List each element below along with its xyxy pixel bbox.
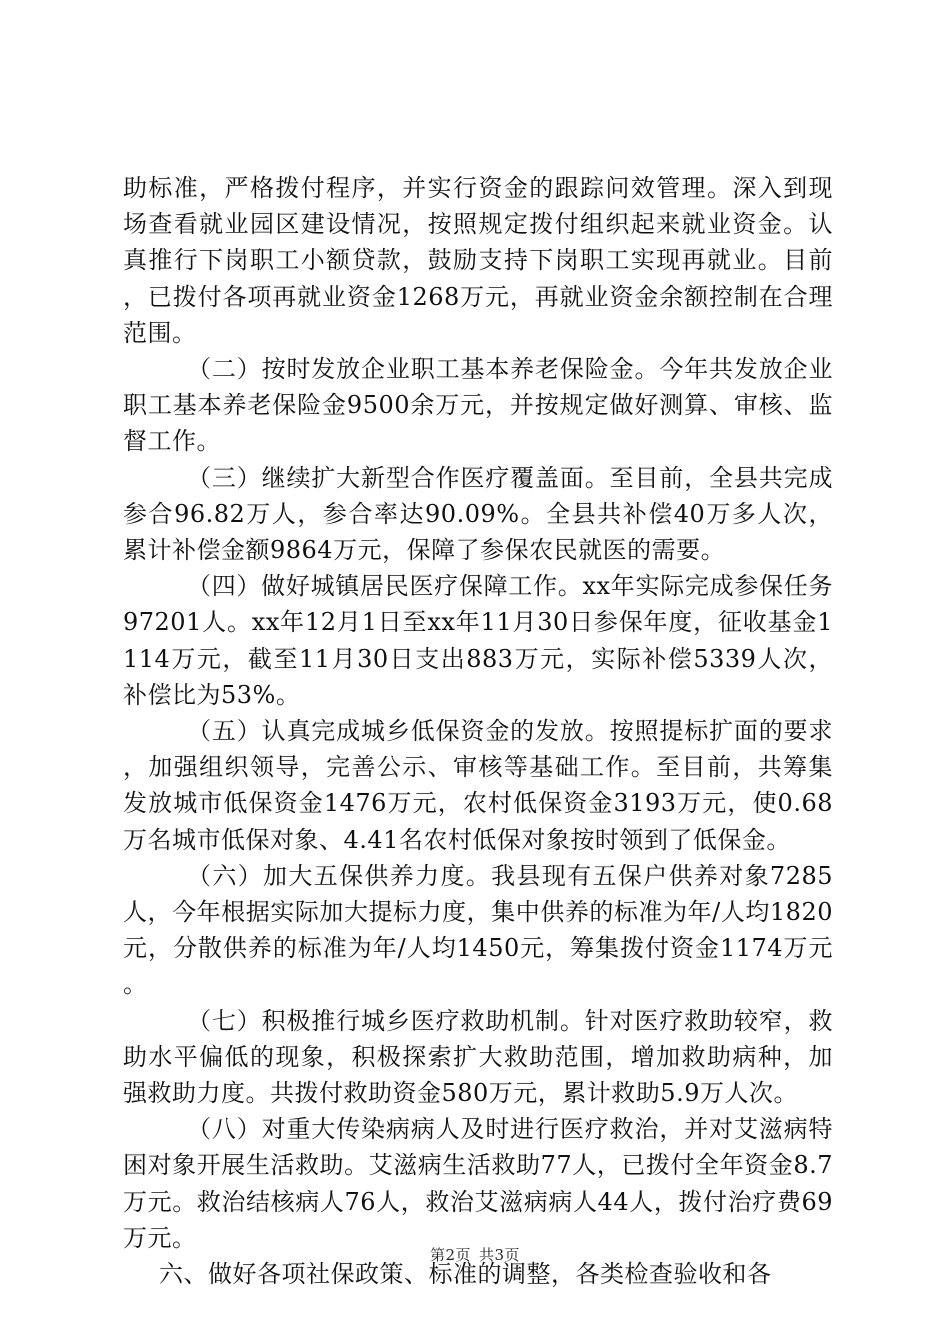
paragraph-continuation: 助标准，严格拨付程序，并实行资金的跟踪问效管理。深入到现场查看就业园区建设情况，按照规定拨付组织起来就业资金。认真推行下岗职工小额贷款，鼓励支持下岗职工实现再就业。目前，已拨付各项再就业资金1268万元，再就业资金余额控制在合理范围。 [123,174,833,347]
paragraph-section-4: （四）做好城镇居民医疗保障工作。xx年实际完成参保任务97201人。xx年12月1日至xx年11月30日参保年度，征收基金1114万元，截至11月30日支出883万元，实际补偿5339人次，补偿比为53%。 [123,572,833,709]
paragraph-section-8: （八）对重大传染病病人及时进行医疗救治，并对艾滋病特困对象开展生活救助。艾滋病生活救助77人，已拨付全年资金8.7万元。救治结核病人76人，救治艾滋病病人44人，拨付治疗费69万元。 [123,1115,833,1252]
paragraph-section-6: （六）加大五保供养力度。我县现有五保户供养对象7285人，今年根据实际加大提标力度，集中供养的标准为年/人均1820元，分散供养的标准为年/人均1450元，筹集拨付资金1174万元。 [123,861,833,999]
paragraph-section-5: （五）认真完成城乡低保资金的发放。按照提标扩面的要求，加强组织领导，完善公示、审核等基础工作。至目前，共筹集发放城市低保资金1476万元，农村低保资金3193万元，使0.68万名城市低保对象、4.41名农村低保对象按时领到了低保金。 [123,717,833,854]
paragraph-section-2: （二）按时发放企业职工基本养老保险金。今年共发放企业职工基本养老保险金9500余万元，并按规定做好测算、审核、监督工作。 [123,355,833,456]
page-total: 共3页 [479,1246,521,1264]
page-footer [0,1244,950,1265]
paragraph-heading-6: 六、做好各项社保政策、标准的调整，各类检查验收和各 [159,1260,772,1289]
document-body [123,170,833,1292]
page-number: 第2页 [429,1246,471,1264]
paragraph-section-7: （七）积极推行城乡医疗救助机制。针对医疗救助较窄，救助水平偏低的现象，积极探索扩大救助范围，增加救助病种，加强救助力度。共拨付救助资金580万元，累计救助5.9万人次。 [123,1006,833,1108]
paragraph-section-3: （三）继续扩大新型合作医疗覆盖面。至目前，全县共完成参合96.82万人，参合率达90.09%。全县共补偿40万多人次，累计补偿金额9864万元，保障了参保农民就医的需要。 [123,463,833,565]
